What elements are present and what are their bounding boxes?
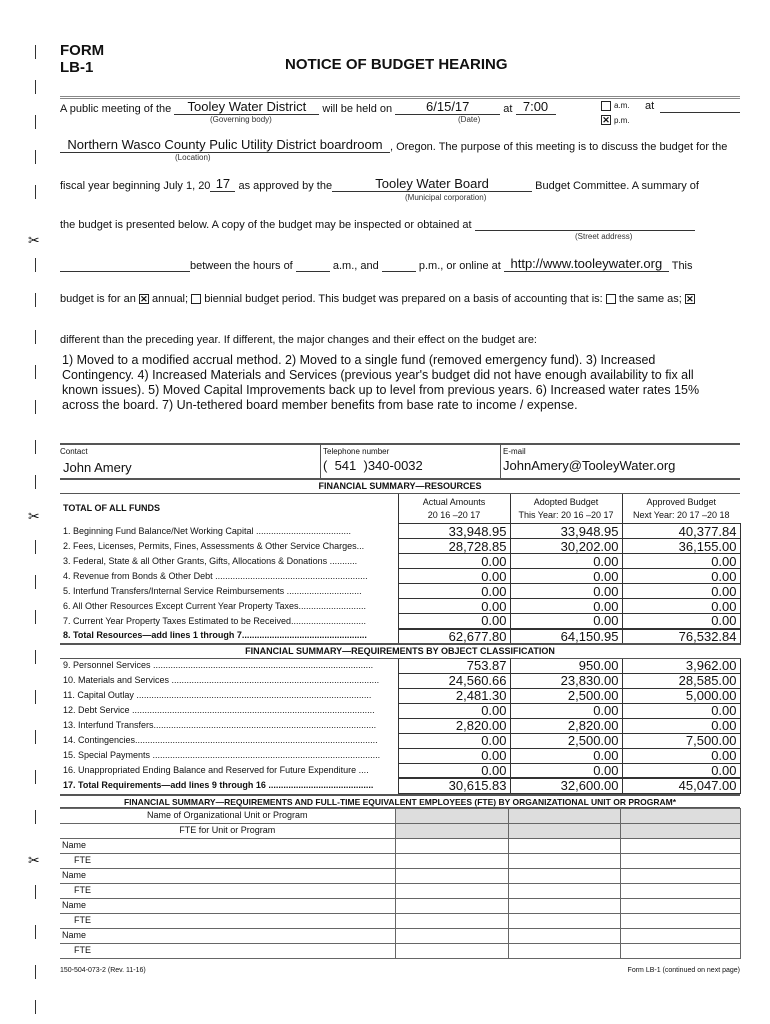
- amount-cell-c[interactable]: 76,532.84: [622, 629, 740, 644]
- amount-cell-a[interactable]: 30,615.83: [398, 778, 510, 793]
- open-hour-field[interactable]: [296, 259, 330, 272]
- same-as-checkbox[interactable]: [606, 294, 616, 304]
- amount-cell-c[interactable]: 0.00: [622, 569, 740, 584]
- fte-cell[interactable]: [395, 868, 508, 883]
- fte-row: [60, 913, 740, 928]
- continued-note: Form LB-1 (continued on next page): [627, 966, 740, 974]
- amount-cell-b[interactable]: 33,948.95: [510, 524, 622, 539]
- email-label: E-mail: [503, 447, 526, 456]
- table-row: [60, 703, 740, 718]
- amount-cell-c[interactable]: 0.00: [622, 554, 740, 569]
- scissors-icon: ✂: [28, 852, 40, 868]
- pm-checkbox[interactable]: ✕: [602, 115, 610, 125]
- fte-cell[interactable]: [508, 883, 620, 898]
- annual-checkbox[interactable]: ✕: [140, 294, 148, 305]
- amount-cell-b[interactable]: 30,202.00: [510, 539, 622, 554]
- page-title: NOTICE OF BUDGET HEARING: [285, 56, 508, 73]
- row-label: 3. Federal, State & all Other Grants, Gifts, Allocations & Donations ...........: [63, 555, 358, 566]
- fte-cell[interactable]: [508, 838, 620, 853]
- divider: [60, 96, 740, 99]
- fte-cell[interactable]: [620, 928, 740, 943]
- fte-row: [60, 853, 740, 868]
- amount-cell-c[interactable]: 5,000.00: [622, 688, 740, 703]
- amount-cell-c[interactable]: 45,047.00: [622, 778, 740, 793]
- amount-cell-a[interactable]: 0.00: [398, 554, 510, 569]
- amount-cell-b[interactable]: 950.00: [510, 658, 622, 673]
- biennial-checkbox[interactable]: [191, 294, 201, 304]
- phone-field[interactable]: ( 541 )340-0032: [323, 458, 423, 473]
- fte-fte-label: FTE: [60, 943, 395, 958]
- place-field[interactable]: [660, 99, 740, 113]
- fte-cell[interactable]: [395, 838, 508, 853]
- amount-cell-c[interactable]: 0.00: [622, 584, 740, 599]
- fte-cell[interactable]: [508, 913, 620, 928]
- table-row: [60, 748, 740, 763]
- url-field[interactable]: http://www.tooleywater.org: [504, 257, 669, 272]
- meeting-line: A public meeting of the Tooley Water District will be held on 6/15/17 at 7:00: [60, 100, 556, 115]
- amount-cell-b[interactable]: 0.00: [510, 763, 622, 778]
- amount-cell-a[interactable]: 0.00: [398, 599, 510, 614]
- amount-cell-a[interactable]: 0.00: [398, 584, 510, 599]
- amount-cell-b[interactable]: 32,600.00: [510, 778, 622, 793]
- am-checkbox[interactable]: [601, 101, 611, 111]
- row-label: 8. Total Resources—add lines 1 through 7..................................................: [63, 630, 367, 640]
- fte-name-label: Name: [60, 868, 395, 883]
- amount-cell-a[interactable]: 33,948.95: [398, 524, 510, 539]
- fte-title: FINANCIAL SUMMARY—REQUIREMENTS AND FULL-TIME EQUIVALENT EMPLOYEES (FTE) BY ORGANIZATIONAL UNIT OR PROGRAM*: [60, 794, 740, 808]
- fte-cell[interactable]: [620, 868, 740, 883]
- amount-cell-a[interactable]: 62,677.80: [398, 629, 510, 644]
- amount-cell-b[interactable]: 0.00: [510, 703, 622, 718]
- table-row: [60, 658, 740, 673]
- row-label: 15. Special Payments ...........................................................................................: [63, 750, 381, 760]
- fte-cell[interactable]: [508, 928, 620, 943]
- amount-cell-b[interactable]: 0.00: [510, 748, 622, 763]
- fiscal-year-field[interactable]: 17: [210, 177, 235, 192]
- fte-cell[interactable]: [508, 898, 620, 913]
- street-address-field-2[interactable]: [60, 259, 190, 272]
- amount-cell-a[interactable]: 0.00: [398, 763, 510, 778]
- amount-cell-c[interactable]: 36,155.00: [622, 539, 740, 554]
- phone-label: Telephone number: [323, 447, 390, 456]
- different-line: different than the preceding year. If different, the major changes and their effect on the budget are:: [60, 334, 537, 346]
- fte-cell[interactable]: [395, 913, 508, 928]
- amount-cell-b[interactable]: 2,500.00: [510, 688, 622, 703]
- row-label: 6. All Other Resources Except Current Year Property Taxes...........................: [63, 600, 366, 611]
- row-label: 13. Interfund Transfers.........................................................................................: [63, 720, 377, 730]
- row-label: 17. Total Requirements—add lines 9 through 16 ..........................................: [63, 780, 374, 790]
- financial-summary: [60, 478, 740, 974]
- amount-cell-c[interactable]: 0.00: [622, 614, 740, 629]
- table-row: [60, 554, 740, 569]
- am-label: a.m.: [614, 101, 630, 110]
- col-adopted: Adopted Budget This Year: 20 16 –20 17: [510, 494, 622, 524]
- form-number: 150-504-073-2 (Rev. 11-16): [60, 966, 146, 974]
- copy-line: the budget is presented below. A copy of the budget may be inspected or obtained at: [60, 218, 695, 231]
- email-cell: [500, 445, 675, 479]
- requirements-title: FINANCIAL SUMMARY—REQUIREMENTS BY OBJECT CLASSIFICATION: [60, 644, 740, 659]
- municipal-field[interactable]: Tooley Water Board: [332, 177, 532, 192]
- fte-cell[interactable]: [508, 943, 620, 958]
- amount-cell-a[interactable]: 0.00: [398, 569, 510, 584]
- amount-cell-c[interactable]: 0.00: [622, 599, 740, 614]
- caption: (Street address): [575, 232, 633, 241]
- amount-cell-b[interactable]: 0.00: [510, 599, 622, 614]
- amount-cell-a[interactable]: 0.00: [398, 748, 510, 763]
- table-row: [60, 778, 740, 793]
- col-actual: Actual Amounts 20 16 –20 17: [398, 494, 510, 524]
- resources-title: FINANCIAL SUMMARY—RESOURCES: [60, 479, 740, 494]
- row-label: 4. Revenue from Bonds & Other Debt .............................................................: [63, 570, 368, 581]
- row-label: 10. Materials and Services ...................................................................................: [63, 675, 380, 685]
- row-label: 2. Fees, Licenses, Permits, Fines, Assessments & Other Service Charges...: [63, 540, 365, 551]
- scissors-icon: ✂: [28, 508, 40, 524]
- time-field[interactable]: 7:00: [516, 100, 556, 115]
- scissors-icon: ✂: [28, 232, 40, 248]
- caption: (Governing body): [210, 115, 272, 124]
- location-line: Northern Wasco County Pulic Utility District boardroom , Oregon. The purpose of this meeting is to discuss the budget for the: [60, 138, 727, 153]
- fte-cell[interactable]: [395, 943, 508, 958]
- amount-cell-a[interactable]: 2,820.00: [398, 718, 510, 733]
- caption: (Municipal corporation): [405, 193, 487, 202]
- form-id: FORM LB-1: [60, 42, 105, 76]
- fte-cell[interactable]: [620, 883, 740, 898]
- fte-cell[interactable]: [620, 853, 740, 868]
- fte-cell[interactable]: [395, 853, 508, 868]
- amount-cell-b[interactable]: 2,500.00: [510, 733, 622, 748]
- fte-header-fte: FTE for Unit or Program: [60, 823, 395, 838]
- table-row: [60, 569, 740, 584]
- caption: (Date): [458, 115, 481, 124]
- different-checkbox[interactable]: ✕: [686, 294, 694, 305]
- fte-cell[interactable]: [395, 928, 508, 943]
- fte-name-label: Name: [60, 838, 395, 853]
- contact-box: [60, 443, 740, 477]
- fte-table: [60, 808, 741, 959]
- fte-row: [60, 898, 740, 913]
- amount-cell-b[interactable]: 23,830.00: [510, 673, 622, 688]
- amount-cell-c[interactable]: 0.00: [622, 763, 740, 778]
- contact-label: Contact: [60, 447, 88, 456]
- amount-cell-a[interactable]: 753.87: [398, 658, 510, 673]
- total-funds-label: TOTAL OF ALL FUNDS: [63, 503, 160, 514]
- table-row: [60, 673, 740, 688]
- row-label: 14. Contingencies.................................................................................................: [63, 735, 378, 745]
- fte-row: [60, 943, 740, 958]
- fte-cell[interactable]: [620, 898, 740, 913]
- fte-cell[interactable]: [620, 913, 740, 928]
- changes-text[interactable]: 1) Moved to a modified accrual method. 2) Moved to a single fund (removed emergency fund). 3) Increased Contingency. 4) Increased Materials and Services (previous year's budget did not have enough availability to fix all known issues). 5) Moved Capital Improvements back up to level from previous years. 6) Increased water rates 15% across the board. 7) Un-tethered board member benefits from base rate to income / expense.: [62, 353, 700, 412]
- fte-fte-label: FTE: [60, 913, 395, 928]
- fte-fte-label: FTE: [60, 883, 395, 898]
- col-approved: Approved Budget Next Year: 20 17 –20 18: [622, 494, 740, 524]
- amount-cell-a[interactable]: 0.00: [398, 703, 510, 718]
- fiscal-year-line: fiscal year beginning July 1, 20 17 as approved by the Tooley Water Board Budget Committee. A summary of: [60, 177, 699, 192]
- fte-fte-label: FTE: [60, 853, 395, 868]
- governing-body-field[interactable]: Tooley Water District: [174, 100, 319, 115]
- fte-row: [60, 838, 740, 853]
- table-row: [60, 688, 740, 703]
- fte-name-label: Name: [60, 898, 395, 913]
- amount-cell-a[interactable]: 24,560.66: [398, 673, 510, 688]
- fte-row: [60, 868, 740, 883]
- close-hour-field[interactable]: [382, 259, 416, 272]
- amount-cell-b[interactable]: 0.00: [510, 569, 622, 584]
- fte-row: [60, 928, 740, 943]
- amount-cell-b[interactable]: 0.00: [510, 614, 622, 629]
- row-label: 5. Interfund Transfers/Internal Service Reimbursements ..............................: [63, 585, 362, 596]
- fte-cell[interactable]: [620, 943, 740, 958]
- financial-summary-table: [60, 478, 741, 794]
- street-address-field[interactable]: [475, 218, 695, 231]
- amount-cell-b[interactable]: 0.00: [510, 584, 622, 599]
- amount-cell-b[interactable]: 0.00: [510, 554, 622, 569]
- amount-cell-a[interactable]: 0.00: [398, 614, 510, 629]
- table-row: [60, 733, 740, 748]
- row-label: 12. Debt Service .................................................................................................: [63, 705, 375, 715]
- amount-cell-c[interactable]: 28,585.00: [622, 673, 740, 688]
- row-label: 1. Beginning Fund Balance/Net Working Capital ......................................: [63, 525, 351, 536]
- caption: (Location): [175, 153, 211, 162]
- date-field[interactable]: 6/15/17: [395, 100, 500, 115]
- pm-label: p.m.: [614, 116, 630, 125]
- hours-line: between the hours of a.m., and p.m., or online at http://www.tooleywater.org This: [60, 257, 693, 272]
- row-label: 11. Capital Outlay ..............................................................................................: [63, 690, 372, 700]
- amount-cell-a[interactable]: 28,728.85: [398, 539, 510, 554]
- amount-cell-a[interactable]: 0.00: [398, 733, 510, 748]
- amount-cell-c[interactable]: 0.00: [622, 718, 740, 733]
- phone-cell: [320, 445, 423, 479]
- contact-name[interactable]: John Amery: [63, 460, 132, 475]
- amount-cell-a[interactable]: 2,481.30: [398, 688, 510, 703]
- fte-cell[interactable]: [508, 868, 620, 883]
- fte-cell[interactable]: [395, 883, 508, 898]
- amount-cell-c[interactable]: 7,500.00: [622, 733, 740, 748]
- amount-cell-c[interactable]: 3,962.00: [622, 658, 740, 673]
- fte-cell[interactable]: [395, 898, 508, 913]
- amount-cell-c[interactable]: 40,377.84: [622, 524, 740, 539]
- fte-header-name: Name of Organizational Unit or Program: [60, 808, 395, 823]
- table-row: [60, 524, 740, 539]
- amount-cell-c[interactable]: 0.00: [622, 748, 740, 763]
- email-field[interactable]: JohnAmery@TooleyWater.org: [503, 458, 676, 473]
- table-row: [60, 599, 740, 614]
- table-row: [60, 584, 740, 599]
- fte-name-label: Name: [60, 928, 395, 943]
- location-field[interactable]: Northern Wasco County Pulic Utility District boardroom: [60, 138, 390, 153]
- at-label: at: [645, 100, 655, 112]
- row-label: 9. Personnel Services ........................................................................................: [63, 660, 374, 671]
- amount-cell-b[interactable]: 64,150.95: [510, 629, 622, 644]
- fte-cell[interactable]: [620, 838, 740, 853]
- amount-cell-c[interactable]: 0.00: [622, 703, 740, 718]
- table-row: [60, 629, 740, 644]
- table-row: [60, 539, 740, 554]
- fte-row: [60, 883, 740, 898]
- row-label: 7. Current Year Property Taxes Estimated to be Received..............................: [63, 615, 366, 626]
- row-label: 16. Unappropriated Ending Balance and Reserved for Future Expenditure ....: [63, 765, 369, 775]
- footer: [60, 967, 740, 974]
- table-row: [60, 614, 740, 629]
- table-row: [60, 763, 740, 778]
- amount-cell-b[interactable]: 2,820.00: [510, 718, 622, 733]
- period-line: budget is for an ✕ annual; biennial budget period. This budget was prepared on a basis of accounting that is: the same as; ✕: [60, 293, 694, 305]
- fte-cell[interactable]: [508, 853, 620, 868]
- table-row: [60, 718, 740, 733]
